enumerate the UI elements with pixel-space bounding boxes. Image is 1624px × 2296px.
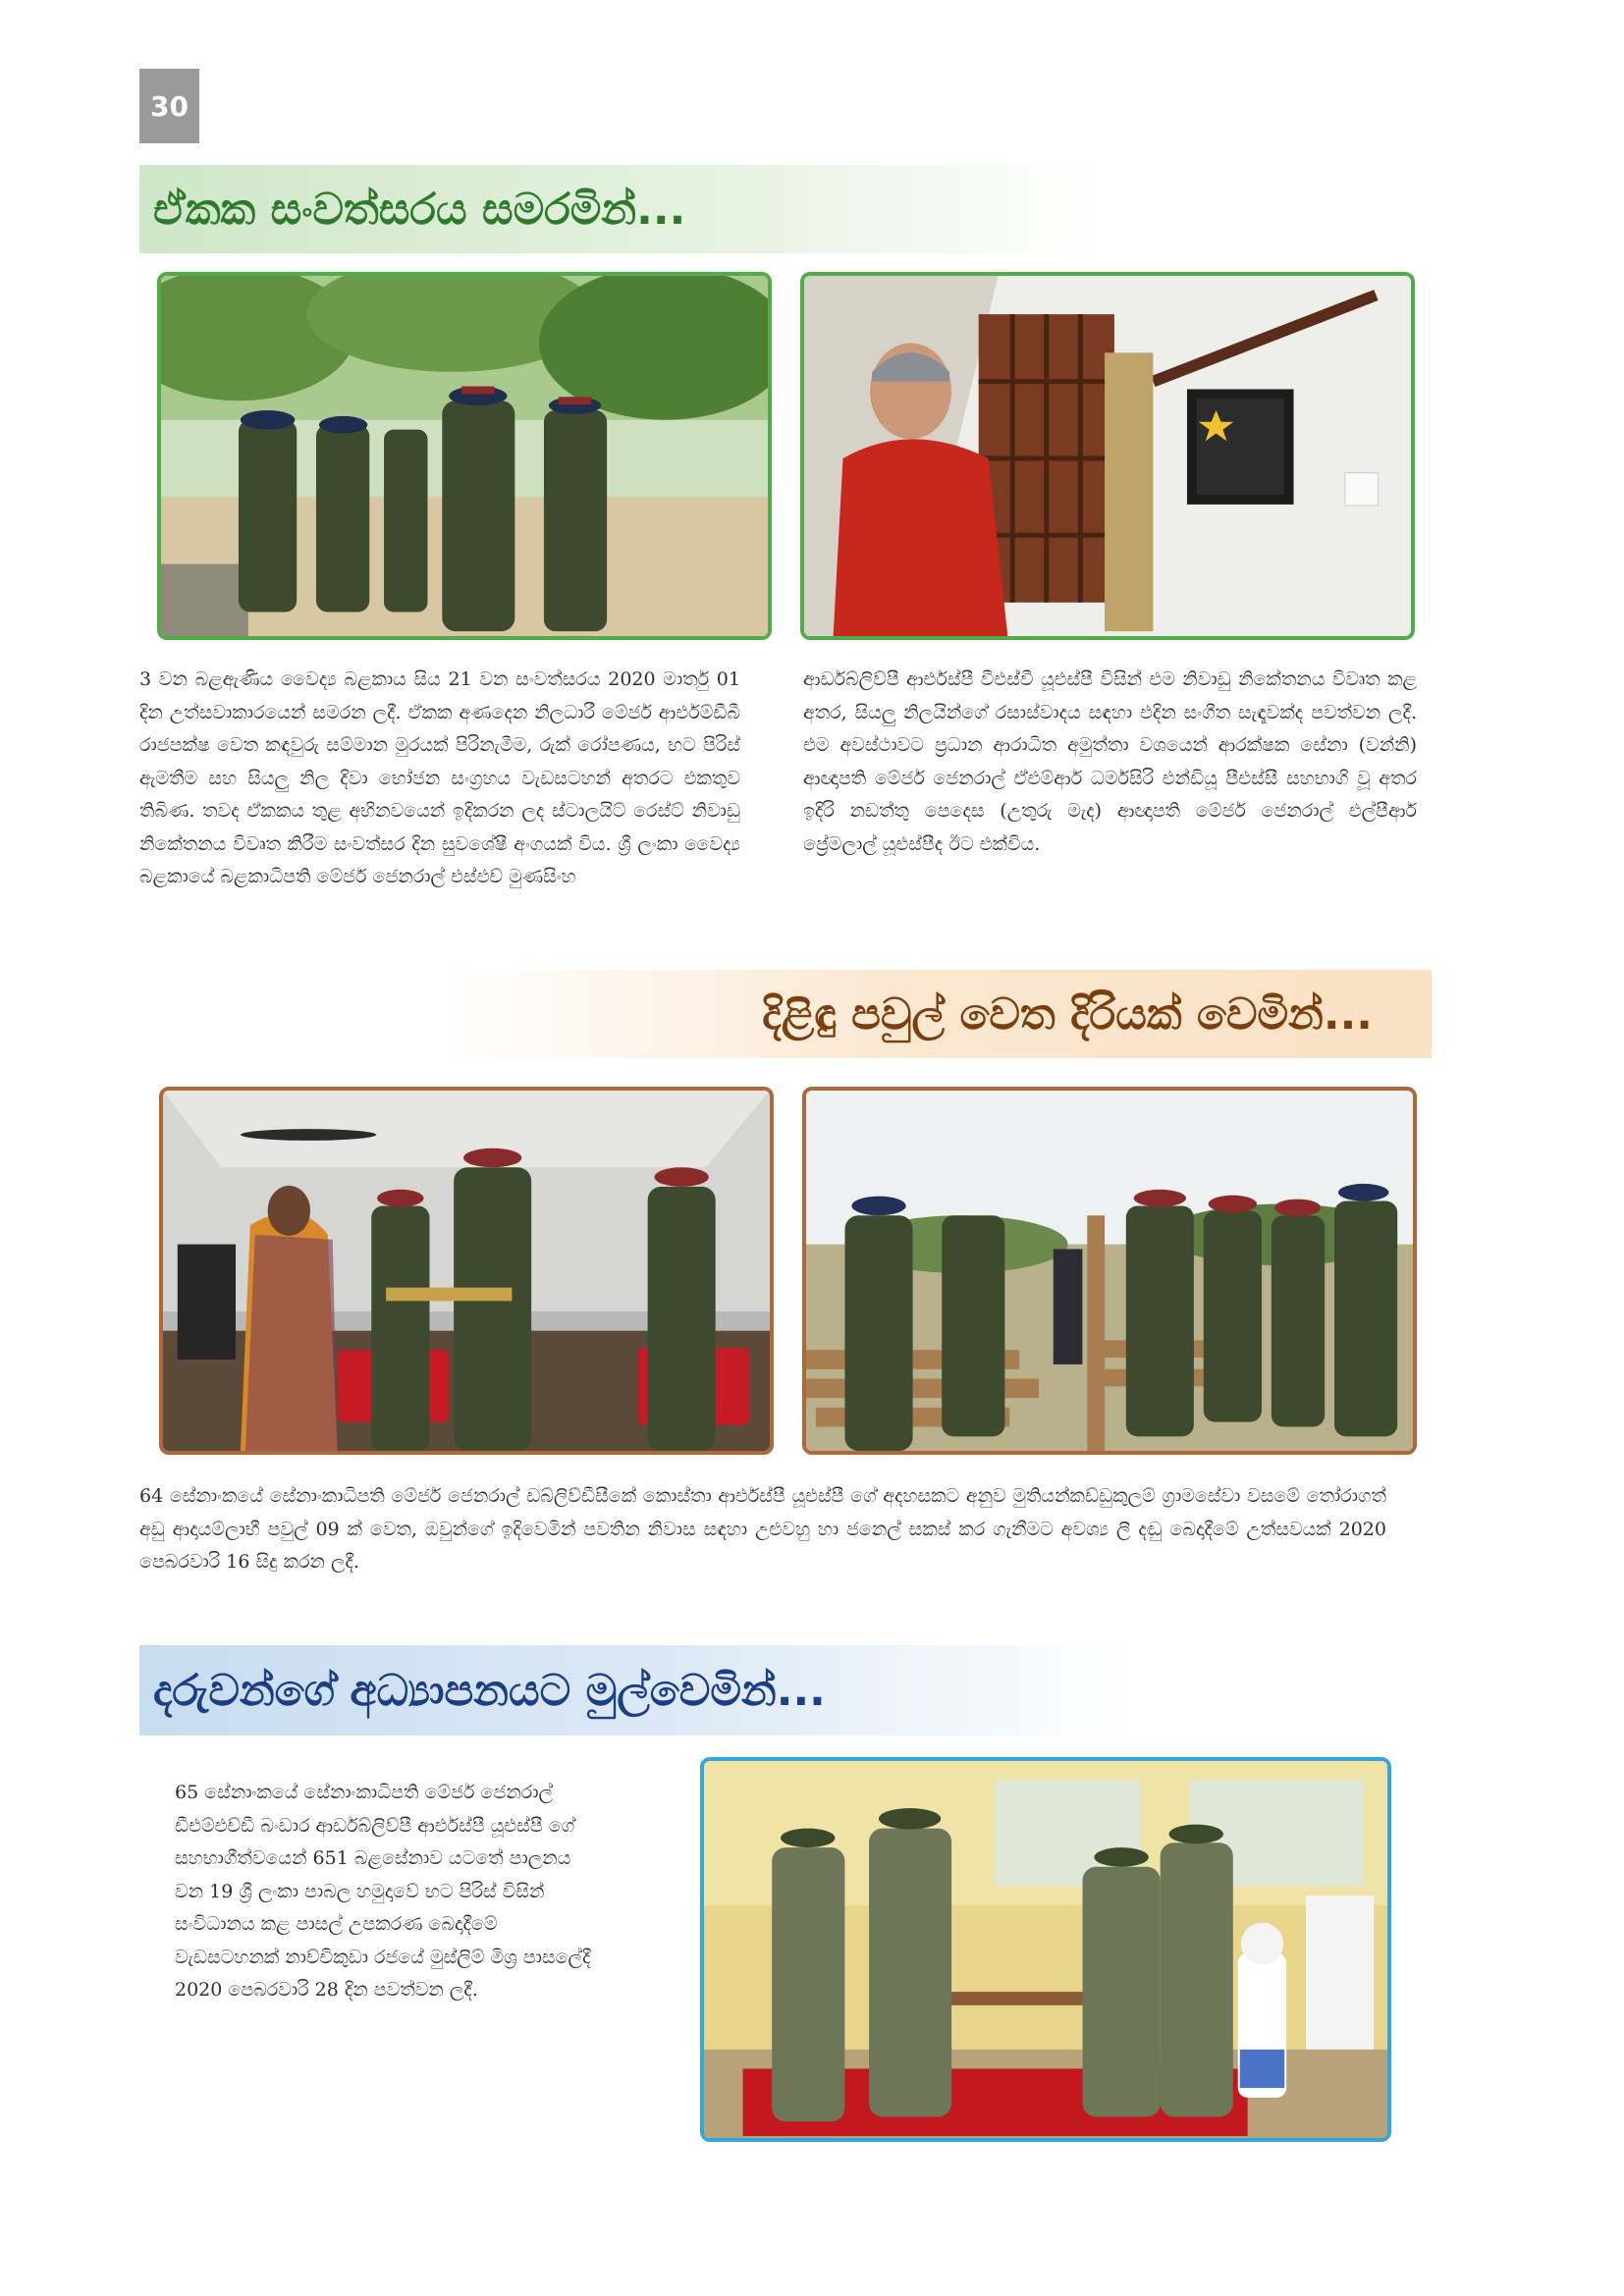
uniformed-officers-photo [157,272,772,640]
page-number: 30 [139,69,199,143]
school-equipment-photo [700,1757,1391,2142]
section-heading-poor-families: දිළිඳු පවුල් වෙත දිරියක් වෙමින්... [442,970,1432,1058]
anniversary-paragraph-left: 3 වන බළඇණිය වෛද්‍ය බළකාය සිය 21 වන සංවත්සරය 2020 මාර්තු 01 දින උත්සවාකාරයෙන් සමරන ලදී. ඒකක අණදෙන නිලධාරී මේජර් ආර්එම්ඩීබී රාජපක්ෂ වෙත කඳවුරු සම්මාන මුරයක් පිරිනැමීම, රුක් රෝපණය, භට පිරිස් ඇමතීම සහ සියලු නිල දිවා භෝජන සංග්‍රහය වැඩසටහන් අතරට එකතුව තිබිණ. තවද ඒකකය තුළ අභිනවයෙන් ඉදිකරන ලද ස්ටාලයිට් රෙස්ට් නිවාඩු නිකේතනය විවෘත කිරීම සංවත්සර දින සුවශේෂී අංගයක් විය. ශ්‍රී ලංකා වෛද්‍ය බළකායේ බළකාධිපති මේජර් ජෙනරාල් එස්එච් මුණසිංහ [139,668,740,887]
education-paragraph: 65 සේනාංකයේ සේනාංකාධිපති මේජර් ජෙනරාල් ඩීඑම්එච්ඩී බංඩාර ආර්ඩබ්ලිව්පී ආර්එස්පී යූඑස්පී ගේ සහභාගීත්වයෙන් 651 බළසේනාව යටතේ පාලනය වන 19 ශ්‍රී ලංකා පාබල හමුදාවේ භට පිරිස් විසින් සංවිධානය කළ පාසල් උපකරණ බෙදාදීමේ වැඩසටහනක් නාච්චිකුඩා රජයේ මුස්ලිම් මිශ්‍ර පාසලේදී 2020 පෙබරවාරි 28 දින පවත්වන ලදී. [175,1782,591,2001]
handover-ceremony-photo [159,1087,774,1455]
section-heading-education: දරුවන්ගේ අධ්‍යාපනයට මුල්වෙමින්... [139,1645,1131,1735]
poor-families-paragraph: 64 සේනාංකයේ සේනාංකාධිපති මේජර් ජෙනරාල් ඩබ්ලිව්ඩීසීකේ කොස්තා ආර්එස්පී යූඑස්පී ගේ අදහසකට අනුව මුතියන්කඩ්ඩුකුලම් ග්‍රාමසේවා වසමේ තෝරාගත් අඩු ආදායම්ලාභී පවුල් 09 ක් වෙත, ඔවුන්ගේ ඉදිවෙමින් පවතින නිවාස සඳහා උළුවහු හා ජනෙල් සකස් කර ගැනීමට අවශ්‍ය ලී දඬු බෙදාදීමේ උත්සවයක් 2020 පෙබරවාරි 16 සිදු කරන ලදී. [139,1485,1386,1573]
plaque-unveiling-photo [800,272,1415,640]
section-heading-anniversary: ඒකක සංවත්සරය සමරමින්... [139,165,1102,253]
anniversary-paragraph-right: ආර්ඩබ්ලිව්පී ආර්එස්පී වීඑස්වී යූඑස්පී විසින් එම නිවාඩු නිකේතනය විවෘත කළ අතර, සියලු නිලයින්ගේ රසාස්වාදය සඳහා එදින සංගීත සැඳෑවක්ද පවත්වන ලදී. එම අවස්ථාවට ප්‍රධාන ආරාධිත අමුත්තා වශයෙන් ආරක්ෂක සේනා (වන්නි) ආඥාපති මේජර් ජෙනරාල් ඒඑම්ආර් ධර්මසිරි එන්ඩියූ පීඑස්සී සහභාගි වූ අතර ඉදිරි නඩත්තු පෙදෙස (උතුරු මැද) ආඥාපති මේජර් ජෙනරාල් එල්පීආර් ප්‍රේමලාල් යූඑස්පීද ඊට එක්විය. [803,668,1417,855]
timber-donation-photo [802,1087,1417,1455]
